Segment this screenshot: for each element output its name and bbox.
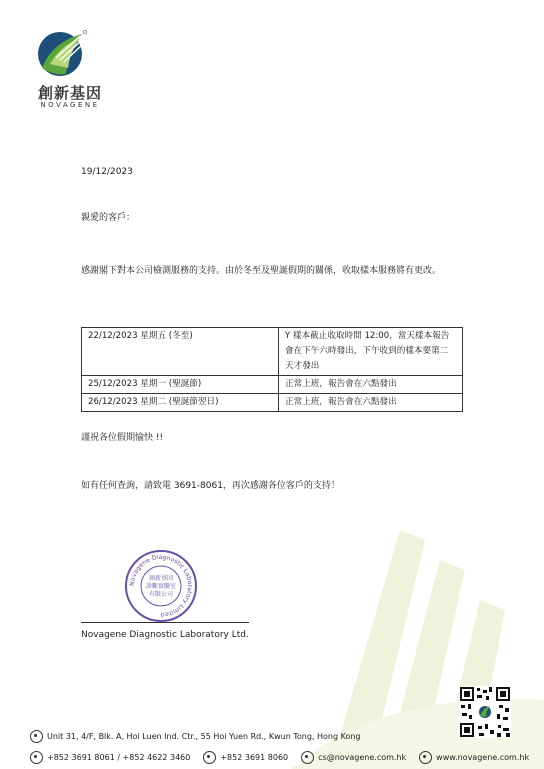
footer-email[interactable]: cs@novagene.com.hk: [318, 753, 407, 762]
company-logo: [24, 28, 114, 109]
fax-icon: [203, 751, 216, 764]
contact-line: 如有任何查詢，請致電 3691-8061，再次感謝各位客戶的支持！: [81, 481, 340, 491]
globe-icon: [419, 751, 432, 764]
signature-line: [81, 622, 249, 623]
footer-fax: +852 3691 8060: [220, 753, 289, 762]
holiday-wishes: 謹祝各位假期愉快 !!: [81, 433, 164, 443]
svg-text:創新基因: 創新基因: [148, 575, 174, 582]
schedule-note-cell: Y 樣本截止收取時間 12:00，當天樣本報告會在下午六時發出，下午收到的樣本要第二天才發出: [279, 328, 463, 376]
footer-address: Unit 31, 4/F, Blk. A, Hoi Luen Ind. Ctr., 55 Hoi Yuen Rd., Kwun Tong, Hong Kong: [47, 732, 361, 741]
logo-chinese-name: 創新基因: [37, 84, 102, 102]
novagene-logo-icon: [36, 28, 88, 78]
schedule-date-cell: 22/12/2023 星期五 (冬至): [82, 328, 279, 376]
letter-date: 19/12/2023: [81, 167, 133, 177]
company-stamp: [124, 549, 198, 623]
signature-company: Novagene Diagnostic Laboratory Ltd.: [81, 630, 249, 640]
table-row: [82, 394, 463, 412]
svg-text:診斷實驗室: 診斷實驗室: [145, 583, 177, 590]
footer-website[interactable]: www.novagene.com.hk: [436, 753, 530, 762]
footer-address-row: [30, 730, 361, 743]
schedule-date-cell: 26/12/2023 星期二 (聖誕節翌日): [82, 394, 279, 412]
holiday-schedule-table: [81, 327, 463, 412]
logo-english-name: NOVAGENE: [40, 101, 100, 109]
table-row: [82, 376, 463, 394]
phone-icon: [30, 751, 43, 764]
schedule-date-cell: 25/12/2023 星期一 (聖誕節): [82, 376, 279, 394]
svg-text:有限公司: 有限公司: [148, 591, 174, 598]
qr-code-icon[interactable]: [459, 686, 511, 738]
footer-phone: +852 3691 8061 / +852 4622 3460: [47, 753, 191, 762]
footer-contact-row: [30, 751, 542, 764]
table-row: [82, 328, 463, 376]
schedule-note-cell: 正常上班，報告會在六點發出: [279, 394, 463, 412]
email-icon: [301, 751, 314, 764]
svg-text:Novagene Diagnostic Laboratory: Novagene Diagnostic Laboratory Limited: [128, 553, 194, 619]
schedule-note-cell: 正常上班，報告會在六點發出: [279, 376, 463, 394]
letter-greeting: 親愛的客戶：: [81, 213, 136, 223]
location-pin-icon: [30, 730, 43, 743]
letter-body: 感謝閣下對本公司檢測服務的支持。由於冬至及聖誕假期的關係，收取樣本服務將有更改。: [81, 266, 442, 276]
